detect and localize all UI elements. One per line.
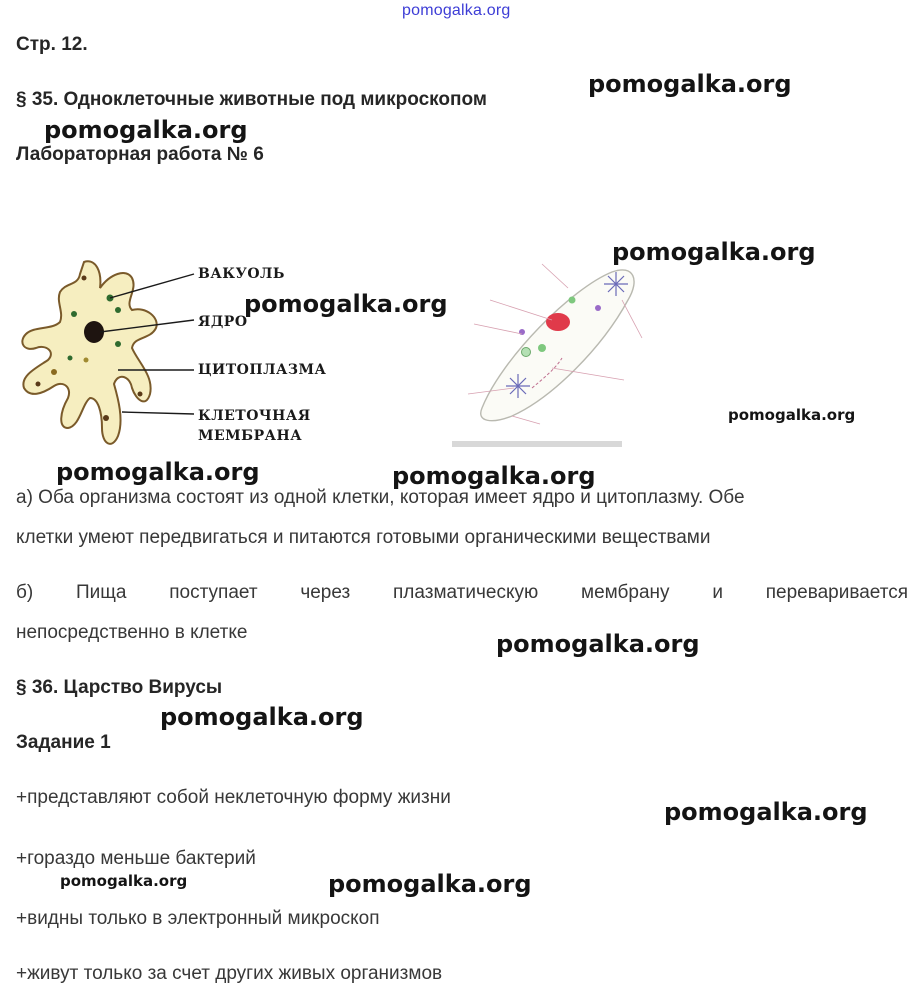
- watermark: pomogalka.org: [56, 458, 260, 486]
- watermark: pomogalka.org: [160, 703, 364, 731]
- amoeba-body: [22, 261, 156, 444]
- section-35-title: § 35. Одноклеточные животные под микроскопом: [16, 89, 487, 110]
- answer-a-line-1: а) Оба организма состоят из одной клетки, которая имеет ядро и цитоплазму. Обе: [16, 487, 745, 508]
- virus-item-1: +представляют собой неклеточную форму жизни: [16, 787, 451, 808]
- paramecium-body: [481, 270, 634, 421]
- watermark: pomogalka.org: [60, 872, 188, 890]
- paramecium-figure: [372, 248, 732, 458]
- watermark: pomogalka.org: [392, 462, 596, 490]
- virus-item-4: +живут только за счет других живых организмов: [16, 963, 443, 984]
- label-vacuole: ВАКУОЛЬ: [198, 266, 285, 282]
- watermark: pomogalka.org: [496, 630, 700, 658]
- watermark: pomogalka.org: [328, 870, 532, 898]
- amoeba-figure: [14, 248, 334, 458]
- answer-b-line-1: б) Пища поступает через плазматическую мембрану и переваривается: [16, 582, 908, 603]
- virus-item-3: +видны только в электронный микроскоп: [16, 908, 380, 929]
- label-nucleus: ЯДРО: [198, 314, 248, 330]
- label-membrane: МЕМБРАНА: [198, 428, 303, 444]
- virus-item-2: +гораздо меньше бактерий: [16, 848, 256, 869]
- watermark: pomogalka.org: [728, 406, 856, 424]
- macronucleus: [546, 313, 570, 331]
- label-cell: КЛЕТОЧНАЯ: [198, 408, 311, 424]
- amoeba-illustration: [14, 248, 334, 458]
- page-reference: Стр. 12.: [16, 34, 88, 55]
- answer-a-line-2: клетки умеют передвигаться и питаются готовыми органическими веществами: [16, 527, 711, 548]
- answer-b-line-2: непосредственно в клетке: [16, 622, 248, 643]
- watermark: pomogalka.org: [664, 798, 868, 826]
- lab-work-title: Лабораторная работа № 6: [16, 144, 264, 165]
- task-1-title: Задание 1: [16, 732, 111, 753]
- section-36-title: § 36. Царство Вирусы: [16, 677, 223, 698]
- site-link[interactable]: pomogalka.org: [402, 2, 511, 19]
- watermark: pomogalka.org: [612, 238, 816, 266]
- watermark: pomogalka.org: [244, 290, 448, 318]
- watermark: pomogalka.org: [588, 70, 792, 98]
- label-cytoplasm: ЦИТОПЛАЗМА: [198, 362, 327, 378]
- watermark: pomogalka.org: [44, 116, 248, 144]
- paramecium-illustration: [372, 248, 732, 458]
